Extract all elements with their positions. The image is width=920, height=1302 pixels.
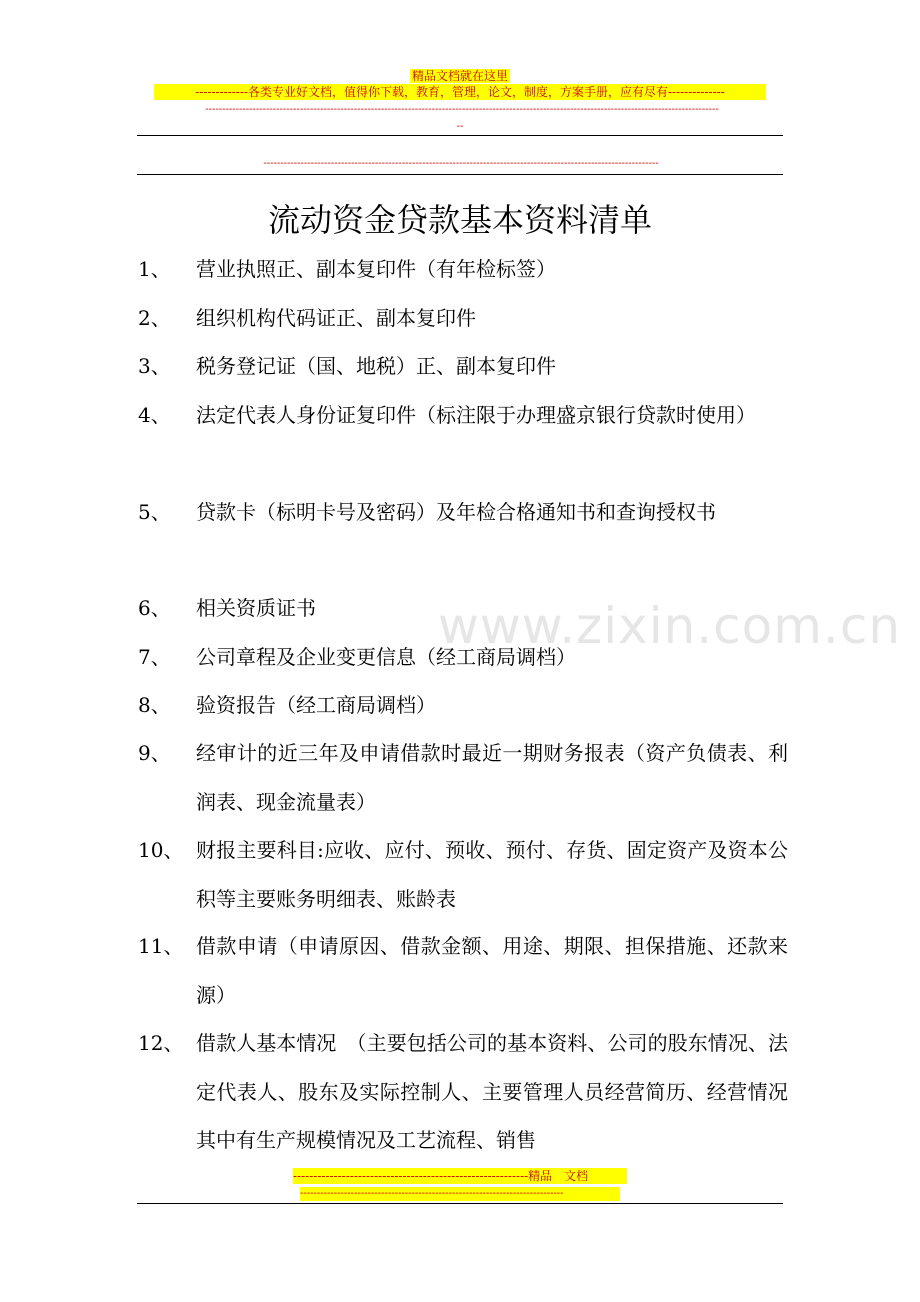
list-item-number: 3、: [138, 354, 171, 378]
list-item-number: 2、: [138, 306, 171, 330]
footer-rule: [137, 1203, 783, 1204]
list-item-text: 借款人基本情况 （主要包括公司的基本资料、公司的股东情况、法定代表人、股东及实际控制人、主要管理人员经营简历、经营情况其中有生产规模情况及工艺流程、销售: [196, 1031, 788, 1152]
list-item-text: 验资报告（经工商局调档）: [196, 693, 436, 717]
list-item-number: 1、: [138, 257, 171, 281]
list-item-number: 10、: [138, 838, 184, 862]
list-item-text: 财报主要科目:应收、应付、预收、预付、存货、固定资产及资本公积等主要账务明细表、账龄表: [196, 838, 788, 911]
header-dash-row: --------------------------------------------------------------------------------------------------------------------------------------------------------: [205, 104, 719, 115]
list-item-number: 11、: [138, 934, 184, 958]
header-dash-tail: --: [456, 121, 464, 132]
list-item-text: 营业执照正、副本复印件（有年检标签）: [196, 257, 556, 281]
header-dash-row-second: ---------------------------------------------------------------------------------------------------------------------: [263, 158, 659, 169]
list-item-text: 经审计的近三年及申请借款时最近一期财务报表（资产负债表、利润表、现金流量表）: [196, 741, 788, 814]
list-item-text: 法定代表人身份证复印件（标注限于办理盛京银行贷款时使用）: [196, 403, 756, 427]
list-item-number: 4、: [138, 403, 171, 427]
document-title: 流动资金贷款基本资料清单: [267, 201, 652, 239]
list-item-number: 8、: [138, 693, 171, 717]
list-item-number: 9、: [138, 741, 171, 765]
footer-dash-row: ------------------------------------------------------------------------------: [300, 1187, 620, 1201]
header-rule-bottom: [137, 174, 783, 175]
header-banner-title: 精品文档就在这里: [411, 69, 508, 83]
list-item-number: 7、: [138, 645, 171, 669]
footer-banner: ----------------------------------------------------------精品 文档: [293, 1168, 627, 1184]
list-item-number: 12、: [138, 1031, 184, 1055]
list-item-text: 相关资质证书: [196, 596, 316, 620]
list-item-text: 公司章程及企业变更信息（经工商局调档）: [196, 645, 576, 669]
header-rule-top: [137, 135, 783, 136]
watermark-text: www.zixin.com.cn: [438, 597, 902, 655]
header-banner-subtitle: -------------各类专业好文档，值得你下载，教育，管理，论文，制度，方案手册，应有尽有--------------: [154, 84, 766, 100]
list-item-text: 组织机构代码证正、副本复印件: [196, 306, 476, 330]
list-item-text: 税务登记证（国、地税）正、副本复印件: [196, 354, 556, 378]
list-item-number: 5、: [138, 500, 171, 524]
list-item-text: 借款申请（申请原因、借款金额、用途、期限、担保措施、还款来源）: [196, 934, 788, 1007]
list-item-number: 6、: [138, 596, 171, 620]
list-item-text: 贷款卡（标明卡号及密码）及年检合格通知书和查询授权书: [196, 500, 716, 524]
